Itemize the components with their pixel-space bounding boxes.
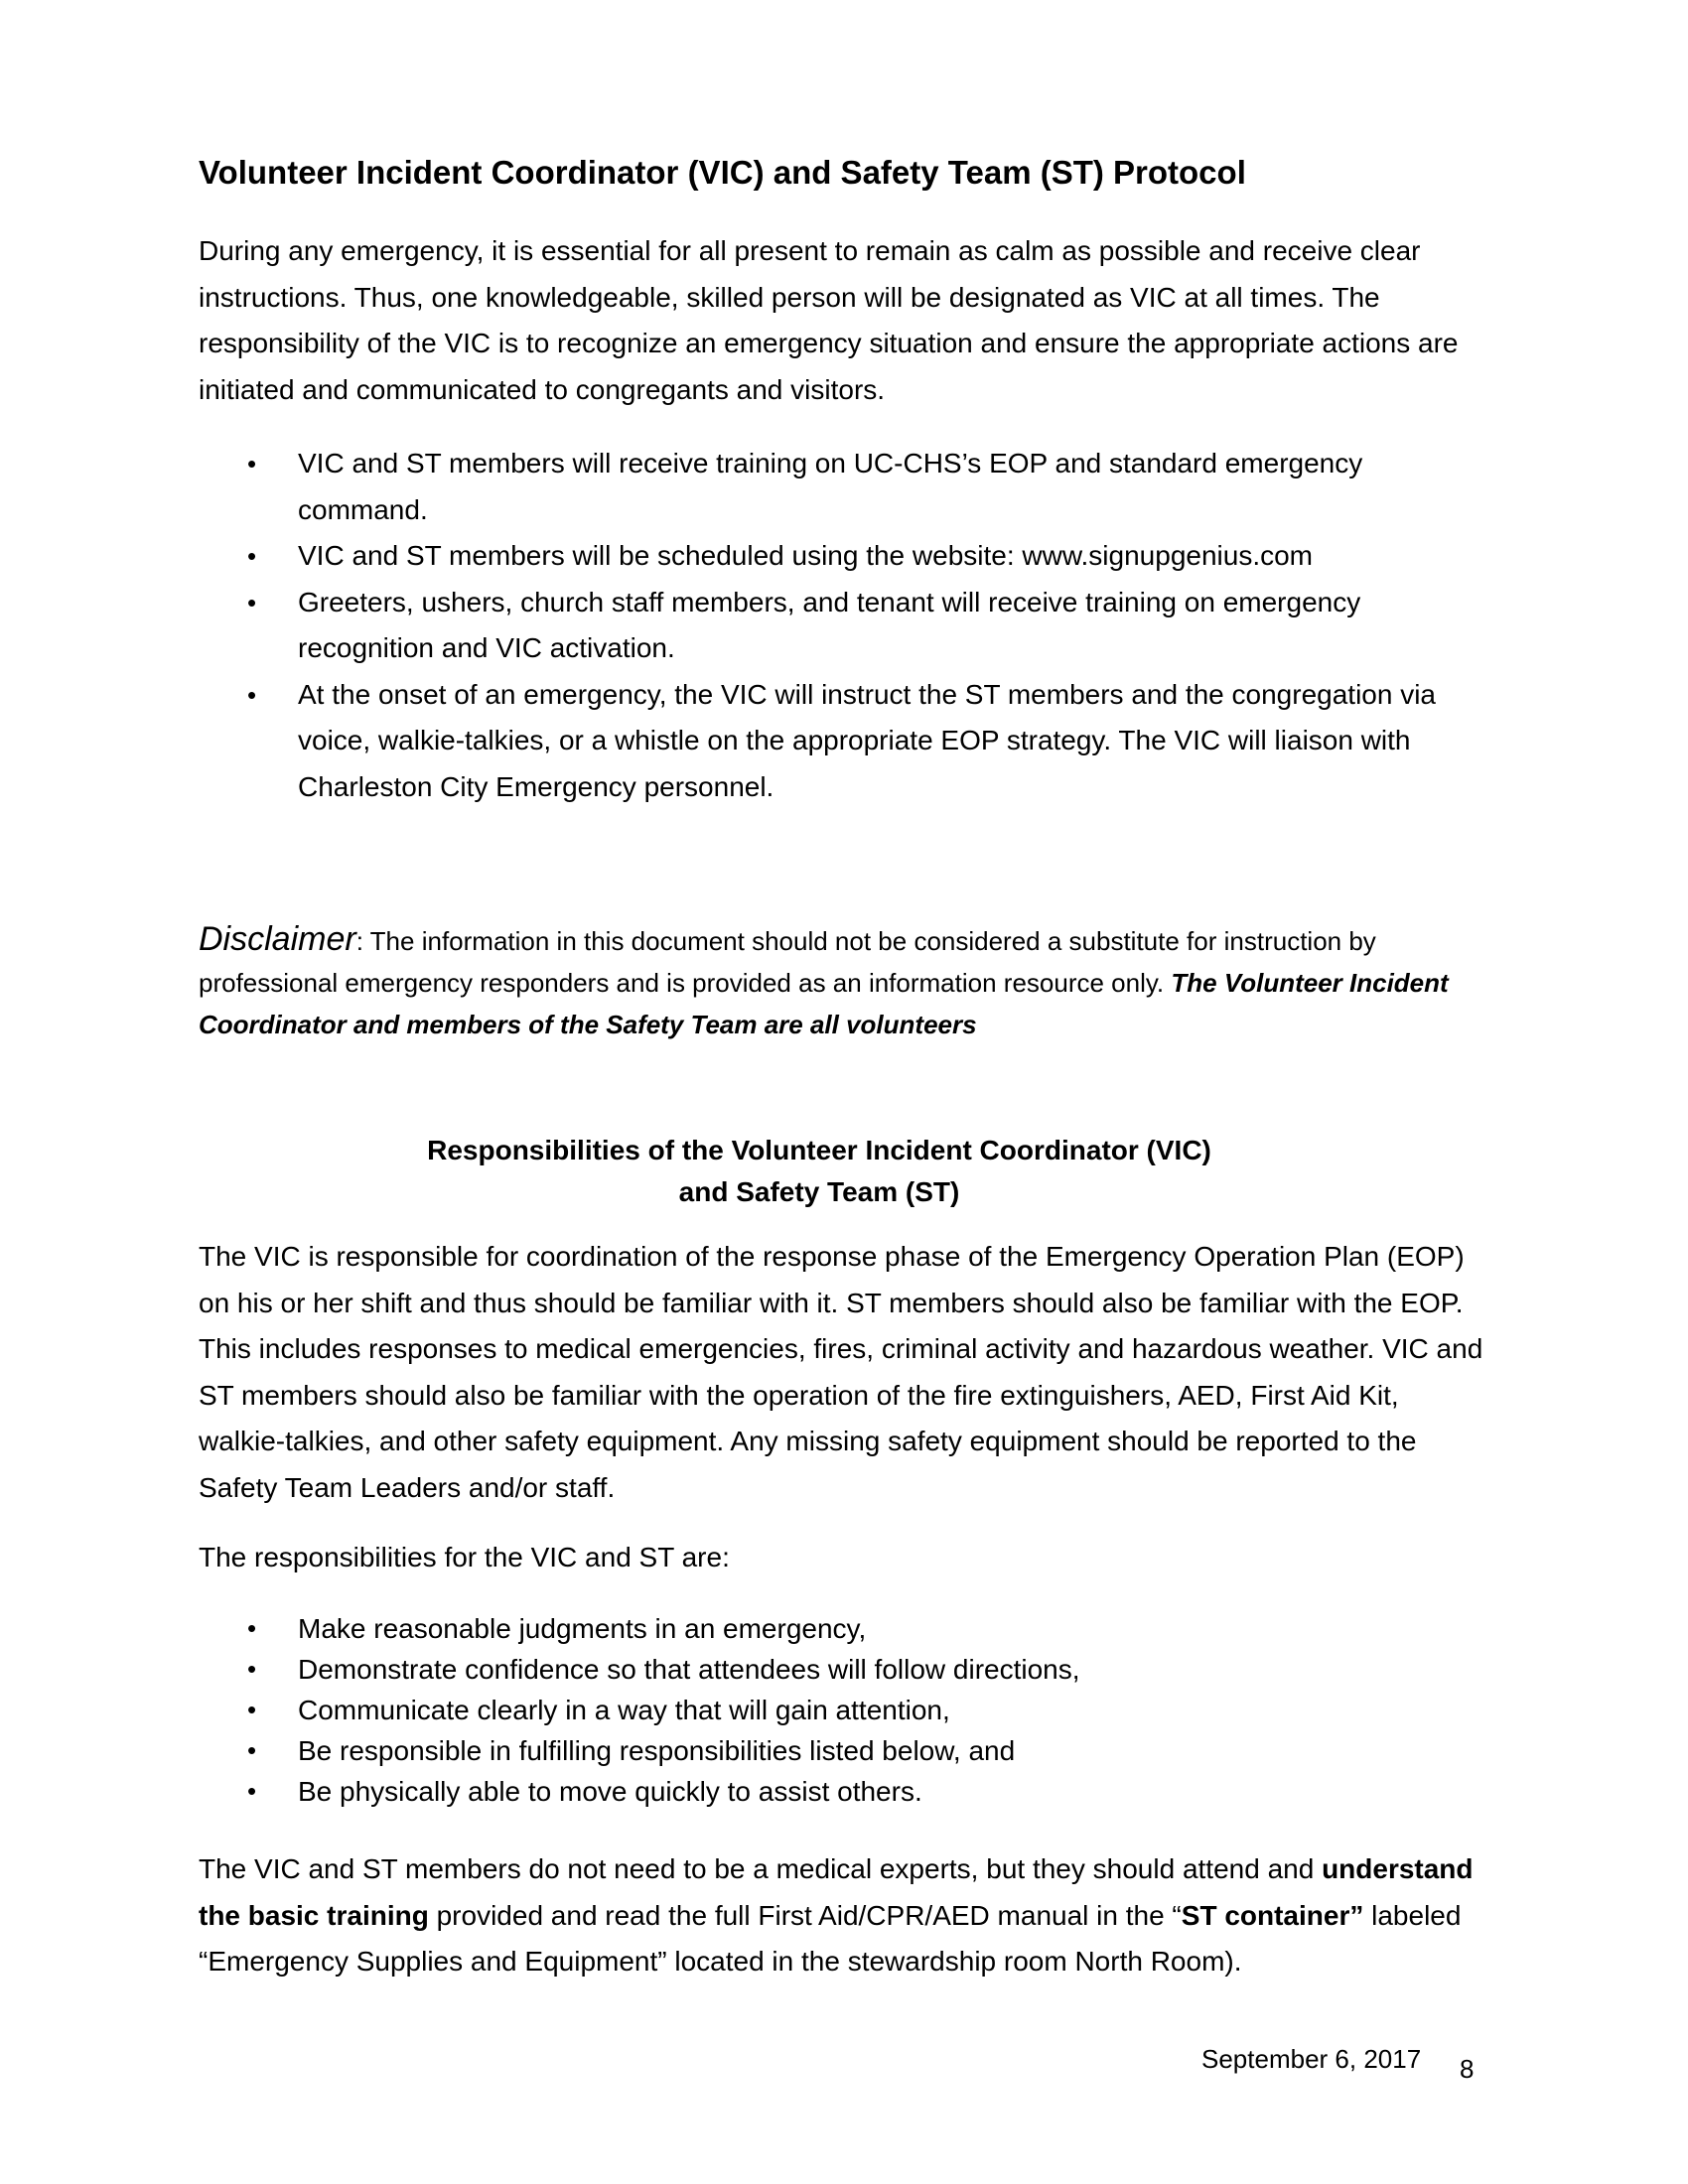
list-item: • VIC and ST members will be scheduled using the website: www.signupgenius.com — [199, 533, 1489, 580]
responsibilities-heading-line1: Responsibilities of the Volunteer Incident Coordinator (VIC) — [427, 1135, 1211, 1165]
disclaimer-emphasis: The Volunteer Incident Coordinator and members of the Safety Team are all volunteers — [199, 968, 1449, 1039]
bullet-icon: • — [247, 679, 257, 710]
page-title: Volunteer Incident Coordinator (VIC) and Safety Team (ST) Protocol — [199, 154, 1246, 191]
bullet-icon: • — [247, 1654, 257, 1684]
disclaimer-colon: : — [355, 926, 363, 956]
disclaimer-label: Disclaimer — [199, 920, 356, 958]
responsibilities-paragraph: The VIC is responsible for coordination of the response phase of the Emergency Operation Plan (EOP) on his or her shift and thus should be familiar with it. ST members should also be familiar with the EOP. This includes responses to medical emergencies, fires, criminal activity and hazardous weather. VIC and ST members should also be familiar with the operation of the fire extinguishers, AED, First Aid Kit, walkie-talkies, and other safety equipment. Any missing safety equipment should be reported to the Safety Team Leaders and/or staff. — [199, 1241, 1483, 1503]
list-item: • Demonstrate confidence so that attendees will follow directions, — [199, 1649, 1489, 1690]
closing-bold-container: ST container” — [1181, 1899, 1364, 1931]
list-item: • VIC and ST members will receive training on UC-CHS’s EOP and standard emergency command. — [199, 441, 1489, 533]
list-item: • Be responsible in fulfilling responsibilities listed below, and — [199, 1730, 1489, 1771]
disclaimer-text: The information in this document should not be considered a substitute for instruction by professional emergency responders and is provided as an information resource only. — [199, 926, 1376, 998]
bullet-icon: • — [247, 1776, 257, 1806]
bullet-icon: • — [247, 1735, 257, 1765]
footer-date: September 6, 2017 — [1201, 2044, 1422, 2074]
list-item: • At the onset of an emergency, the VIC will instruct the ST members and the congregation via voice, walkie-talkies, or a whistle on the appropriate EOP strategy. The VIC will liaison with Charleston City Emergency personnel. — [199, 672, 1489, 811]
list-item: • Be physically able to move quickly to assist others. — [199, 1771, 1489, 1812]
list-item: • Communicate clearly in a way that will gain attention, — [199, 1690, 1489, 1730]
closing-bold-training: understand the basic training — [199, 1853, 1474, 1931]
intro-paragraph: During any emergency, it is essential for all present to remain as calm as possible and receive clear instructions. Thus, one knowledgeable, skilled person will be designated as VIC at all times. The responsibility of the VIC is to recognize an emergency situation and ensure the appropriate actions are initiated and communicated to congregants and visitors. — [199, 235, 1459, 405]
list-item: • Make reasonable judgments in an emergency, — [199, 1608, 1489, 1649]
bullet-icon: • — [247, 541, 257, 571]
bullet-icon: • — [247, 1613, 257, 1643]
responsibilities-lead: The responsibilities for the VIC and ST are: — [199, 1542, 730, 1572]
page-number: 8 — [1460, 2054, 1475, 2084]
bullet-icon: • — [247, 587, 257, 617]
list-item: • Greeters, ushers, church staff members, and tenant will receive training on emergency recognition and VIC activation. — [199, 580, 1489, 672]
responsibilities-heading — [199, 1130, 1440, 1213]
responsibilities-bullet-list — [199, 1608, 1489, 1812]
closing-paragraph: The VIC and ST members do not need to be a medical experts, but they should attend and understand the basic training provided and read the full First Aid/CPR/AED manual in the “ST container” labeled “Emergency Supplies and Equipment” located in the stewardship room North Room). — [199, 1853, 1474, 1977]
protocol-bullet-list — [199, 441, 1489, 810]
bullet-icon: • — [247, 449, 257, 478]
disclaimer — [199, 918, 1489, 1045]
bullet-icon: • — [247, 1695, 257, 1724]
responsibilities-heading-line2: and Safety Team (ST) — [678, 1176, 960, 1207]
